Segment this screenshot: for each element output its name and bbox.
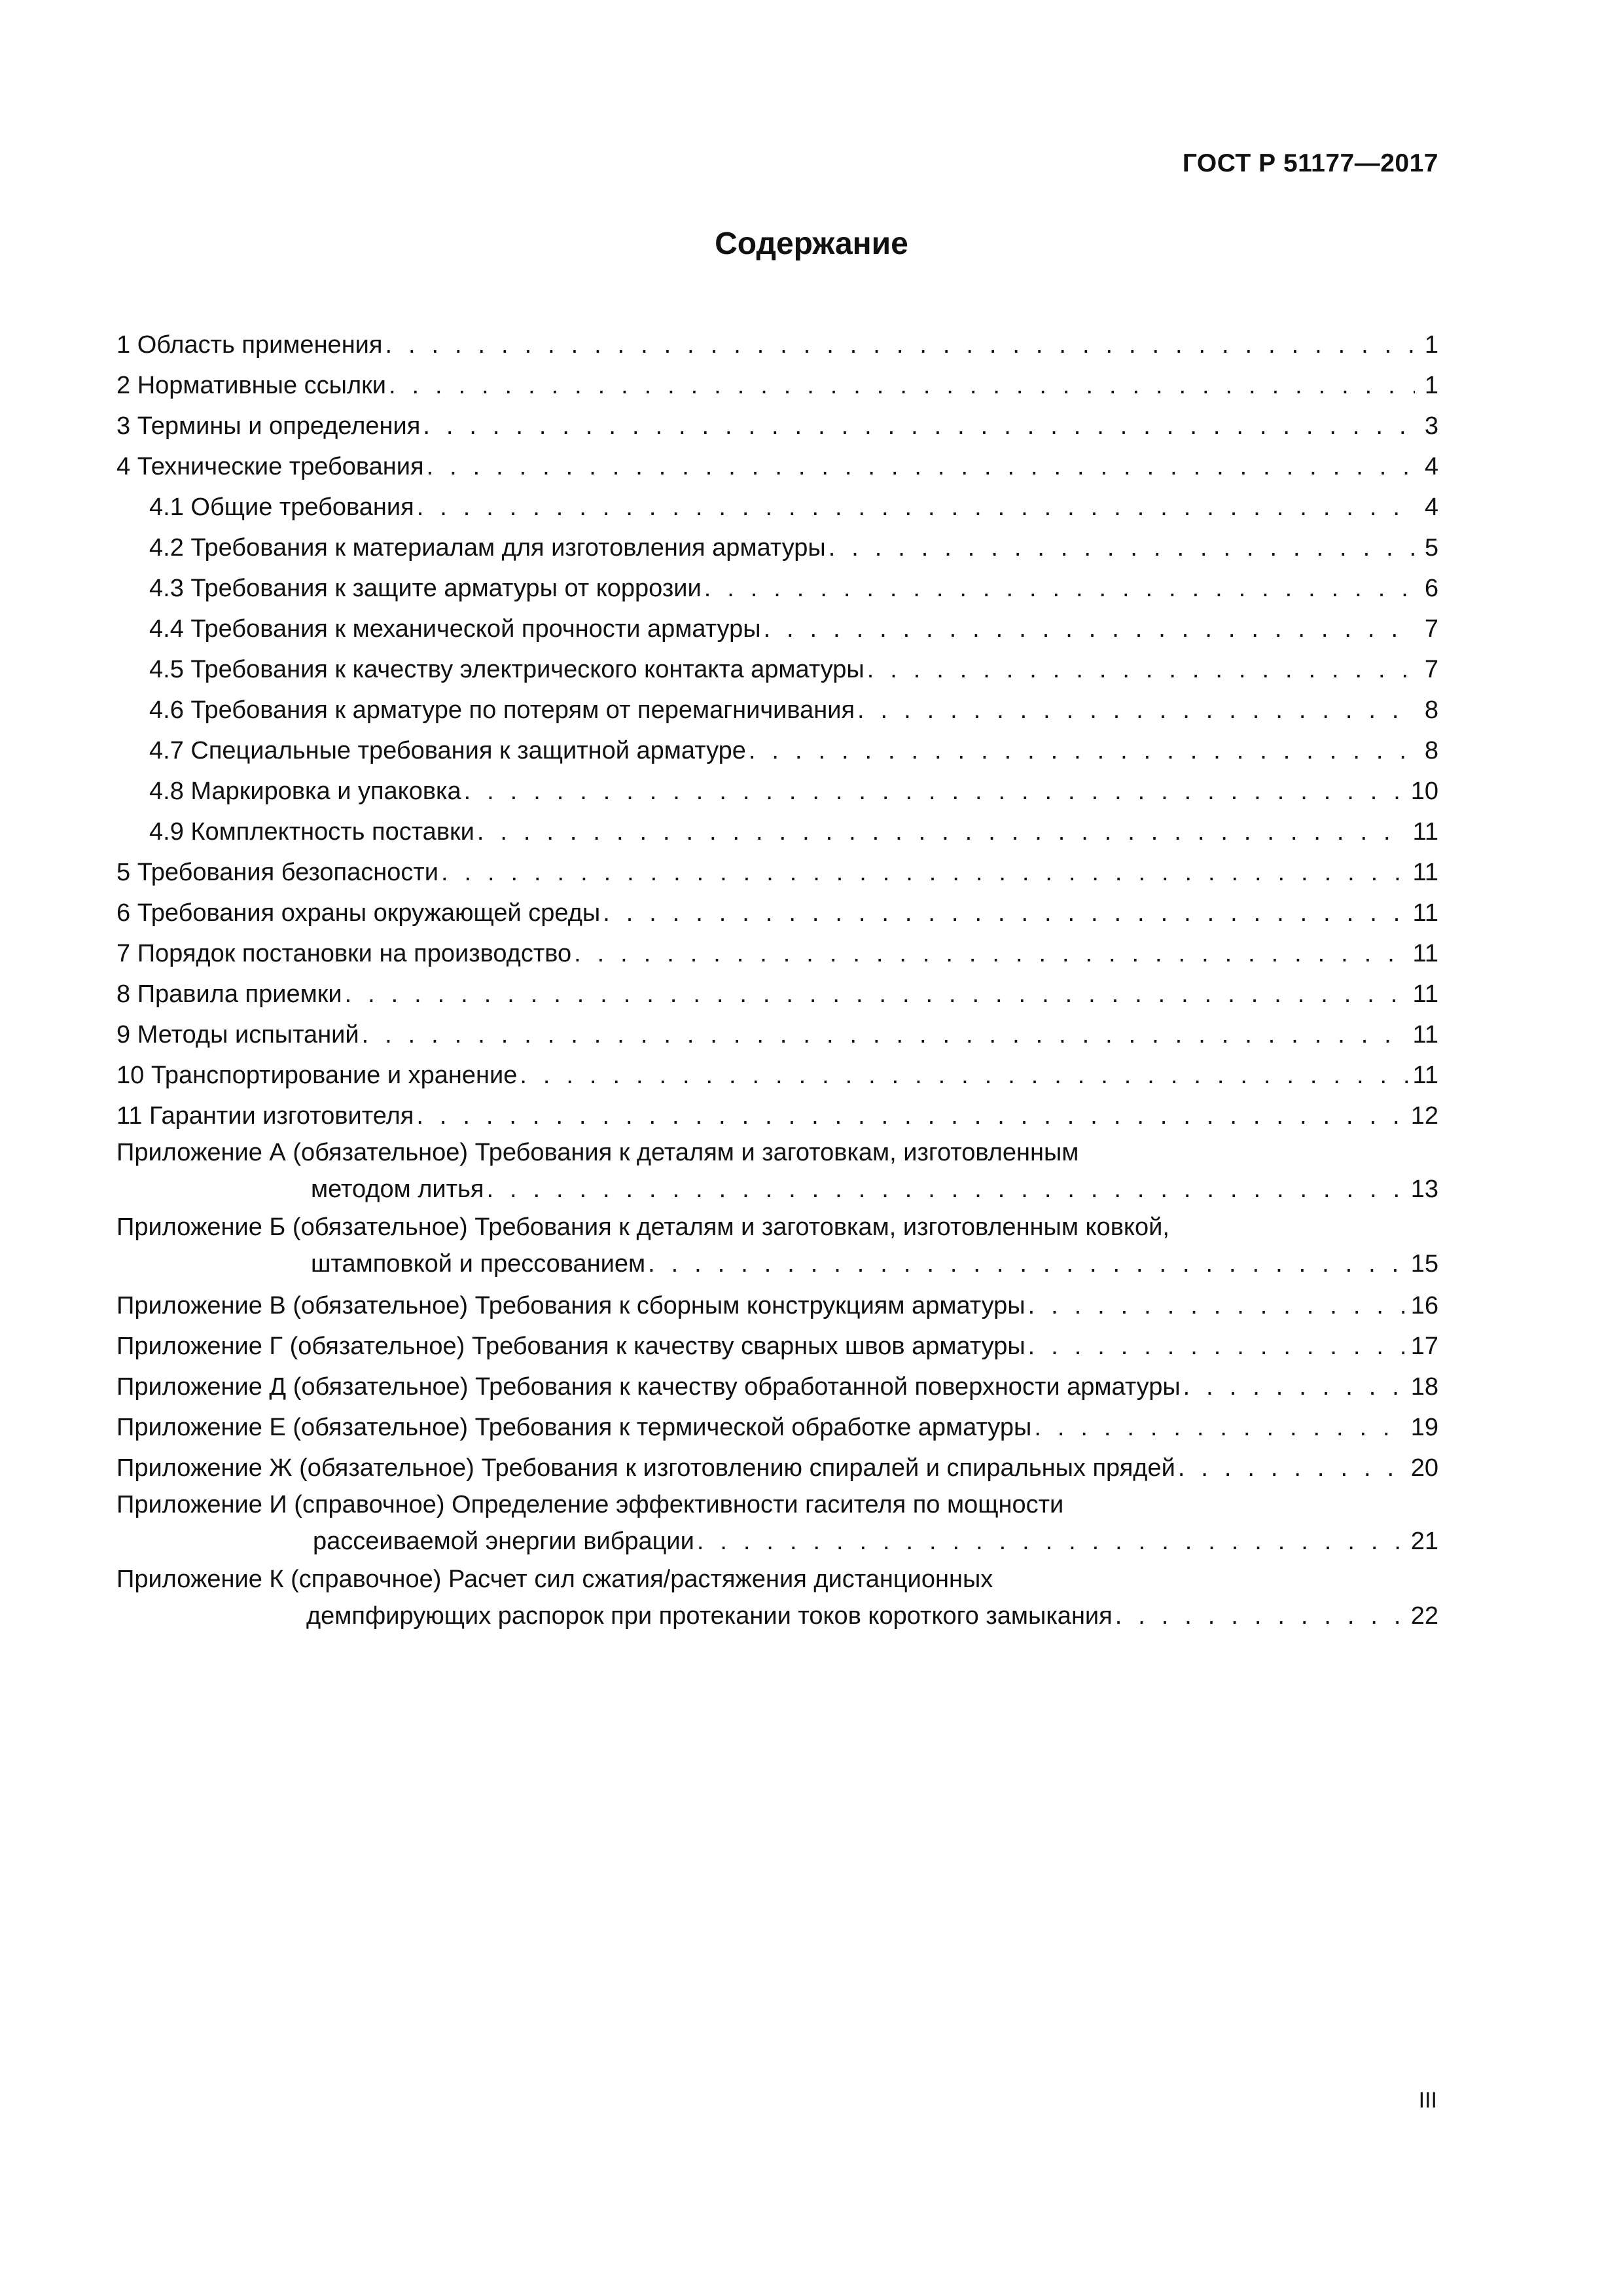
toc-entry[interactable] <box>116 1448 1438 1488</box>
leader-dots <box>749 730 1415 771</box>
toc-entry-label: 4.8 Маркировка и упаковка <box>149 778 461 805</box>
leader-dots <box>389 365 1415 406</box>
toc-entry-page: 11 <box>1412 859 1438 886</box>
leader-dots <box>1028 1326 1407 1367</box>
toc-entry[interactable] <box>116 1096 1438 1136</box>
toc-entry-label-continued: рассеиваемой энергии вибрации <box>313 1528 694 1555</box>
leader-dots <box>764 609 1415 649</box>
toc-entry-label: Приложение Г (обязательное) Требования к качеству сварных швов арматуры <box>116 1333 1026 1360</box>
toc-entry-page: 19 <box>1410 1414 1438 1441</box>
toc-subentry[interactable] <box>116 771 1438 812</box>
toc-entry-appendix-i[interactable] <box>116 1488 1438 1563</box>
toc-entry-label: Приложение А (обязательное) Требования к деталям и заготовкам, изготовленным <box>116 1139 1079 1166</box>
leader-dots <box>441 852 1409 893</box>
toc-entry-label: 4.1 Общие требования <box>149 493 414 521</box>
toc-entry[interactable] <box>116 1326 1438 1367</box>
leader-dots <box>857 690 1415 730</box>
leader-dots <box>697 1521 1407 1562</box>
leader-dots <box>1034 1407 1406 1448</box>
toc-entry-appendix-k[interactable] <box>116 1563 1438 1638</box>
leader-dots <box>385 325 1415 365</box>
document-code: ГОСТ Р 51177—2017 <box>1182 149 1438 177</box>
toc-entry-label: 7 Порядок постановки на производство <box>116 940 572 967</box>
toc-subentry[interactable] <box>116 812 1438 852</box>
toc-subentry[interactable] <box>116 690 1438 730</box>
leader-dots <box>829 528 1415 568</box>
toc-entry[interactable] <box>116 974 1438 1014</box>
toc-entry-page: 21 <box>1410 1528 1438 1555</box>
toc-entry-page: 1 <box>1424 331 1438 359</box>
toc-subentry[interactable] <box>116 649 1438 690</box>
toc-entry-label: 1 Область применения <box>116 331 383 359</box>
toc-entry-page: 7 <box>1424 615 1438 643</box>
toc-entry-label: 4.4 Требования к механической прочности арматуры <box>149 615 761 643</box>
toc-entry-page: 8 <box>1424 737 1438 764</box>
toc-entry-label-continued: штамповкой и прессованием <box>311 1250 646 1278</box>
toc-entry-page: 11 <box>1412 1062 1438 1089</box>
toc-entry-page: 22 <box>1410 1602 1438 1630</box>
toc-entry-label: 6 Требования охраны окружающей среды <box>116 899 601 927</box>
toc-subentry[interactable] <box>116 528 1438 568</box>
toc-entry-page: 5 <box>1424 534 1438 562</box>
toc-entry-page: 3 <box>1424 412 1438 440</box>
toc-entry[interactable] <box>116 893 1438 933</box>
toc-entry-page: 11 <box>1412 940 1438 967</box>
toc-entry-label: 9 Методы испытаний <box>116 1021 359 1049</box>
leader-dots <box>1028 1285 1407 1326</box>
toc-entry-page: 7 <box>1424 656 1438 683</box>
toc-entry-page: 16 <box>1410 1292 1438 1319</box>
toc-entry[interactable] <box>116 852 1438 893</box>
toc-entry-page: 20 <box>1410 1454 1438 1482</box>
toc-entry-label: Приложение Д (обязательное) Требования к качеству обработанной поверхности арматуры <box>116 1373 1181 1401</box>
table-of-contents <box>116 325 1438 1638</box>
leader-dots <box>486 1169 1406 1210</box>
toc-entry-label: 4.2 Требования к материалам для изготовления арматуры <box>149 534 826 562</box>
toc-entry-page: 11 <box>1412 818 1438 846</box>
toc-entry-appendix-b[interactable] <box>116 1211 1438 1285</box>
toc-subentry[interactable] <box>116 568 1438 609</box>
toc-entry-label: 4.5 Требования к качеству электрического контакта арматуры <box>149 656 865 683</box>
toc-entry-label: 4 Технические требования <box>116 453 424 480</box>
toc-entry-label: 4.7 Специальные требования к защитной арматуре <box>149 737 746 764</box>
toc-entry-label: 4.3 Требования к защите арматуры от коррозии <box>149 575 702 602</box>
leader-dots <box>867 649 1415 690</box>
toc-entry-page: 17 <box>1410 1333 1438 1360</box>
toc-entry[interactable] <box>116 446 1438 487</box>
toc-entry-page: 4 <box>1424 493 1438 521</box>
toc-entry[interactable] <box>116 365 1438 406</box>
page-number: III <box>1418 2088 1437 2113</box>
toc-entry-label-continued: демпфирующих распорок при протекании токов короткого замыкания <box>306 1602 1113 1630</box>
toc-entry-label: Приложение Ж (обязательное) Требования к изготовлению спиралей и спиральных прядей <box>116 1454 1175 1482</box>
leader-dots <box>704 568 1415 609</box>
leader-dots <box>417 487 1415 528</box>
leader-dots <box>520 1055 1408 1096</box>
leader-dots <box>427 446 1415 487</box>
toc-entry-page: 8 <box>1424 696 1438 724</box>
toc-entry[interactable] <box>116 1407 1438 1448</box>
toc-entry-page: 1 <box>1424 372 1438 399</box>
leader-dots <box>362 1014 1409 1055</box>
toc-entry-label: Приложение Б (обязательное) Требования к деталям и заготовкам, изготовленным ковкой, <box>116 1213 1169 1241</box>
toc-entry[interactable] <box>116 1014 1438 1055</box>
toc-entry-label: 3 Термины и определения <box>116 412 421 440</box>
toc-entry-label-continued: методом литья <box>311 1175 484 1203</box>
leader-dots <box>477 812 1409 852</box>
toc-subentry[interactable] <box>116 730 1438 771</box>
toc-entry[interactable] <box>116 933 1438 974</box>
toc-entry-label: Приложение В (обязательное) Требования к сборным конструкциям арматуры <box>116 1292 1026 1319</box>
toc-entry-page: 4 <box>1424 453 1438 480</box>
leader-dots <box>1183 1367 1407 1407</box>
leader-dots <box>648 1244 1407 1284</box>
toc-entry-page: 11 <box>1412 1021 1438 1049</box>
toc-entry-page: 18 <box>1410 1373 1438 1401</box>
toc-entry-label: Приложение И (справочное) Определение эффективности гасителя по мощности <box>116 1491 1064 1518</box>
toc-entry[interactable] <box>116 1285 1438 1326</box>
page-title: Содержание <box>715 226 908 261</box>
leader-dots <box>574 933 1408 974</box>
toc-entry-label: 4.9 Комплектность поставки <box>149 818 474 846</box>
toc-entry-label: Приложение К (справочное) Расчет сил сжатия/растяжения дистанционных <box>116 1566 993 1593</box>
toc-entry-label: 11 Гарантии изготовителя <box>116 1102 414 1130</box>
toc-entry[interactable] <box>116 1055 1438 1096</box>
toc-entry[interactable] <box>116 1367 1438 1407</box>
toc-entry[interactable] <box>116 406 1438 446</box>
toc-entry-appendix-a[interactable] <box>116 1136 1438 1211</box>
toc-entry-label: 4.6 Требования к арматуре по потерям от перемагничивания <box>149 696 855 724</box>
leader-dots <box>464 771 1407 812</box>
toc-entry-label: 8 Правила приемки <box>116 980 342 1008</box>
toc-entry-label: 10 Транспортирование и хранение <box>116 1062 518 1089</box>
toc-subentry[interactable] <box>116 487 1438 528</box>
toc-entry-page: 11 <box>1412 980 1438 1008</box>
toc-entry-page: 15 <box>1410 1250 1438 1278</box>
toc-entry-page: 10 <box>1410 778 1438 805</box>
toc-entry-label: 2 Нормативные ссылки <box>116 372 386 399</box>
toc-entry-page: 11 <box>1412 899 1438 927</box>
toc-entry-page: 6 <box>1424 575 1438 602</box>
toc-entry-label: 5 Требования безопасности <box>116 859 438 886</box>
leader-dots <box>423 406 1415 446</box>
leader-dots <box>1115 1596 1407 1636</box>
leader-dots <box>1178 1448 1407 1488</box>
toc-entry-page: 12 <box>1410 1102 1438 1130</box>
toc-entry[interactable] <box>116 325 1438 365</box>
toc-entry-page: 13 <box>1410 1175 1438 1203</box>
leader-dots <box>345 974 1409 1014</box>
toc-subentry[interactable] <box>116 609 1438 649</box>
toc-entry-label: Приложение Е (обязательное) Требования к термической обработке арматуры <box>116 1414 1032 1441</box>
leader-dots <box>603 893 1408 933</box>
leader-dots <box>416 1096 1406 1136</box>
